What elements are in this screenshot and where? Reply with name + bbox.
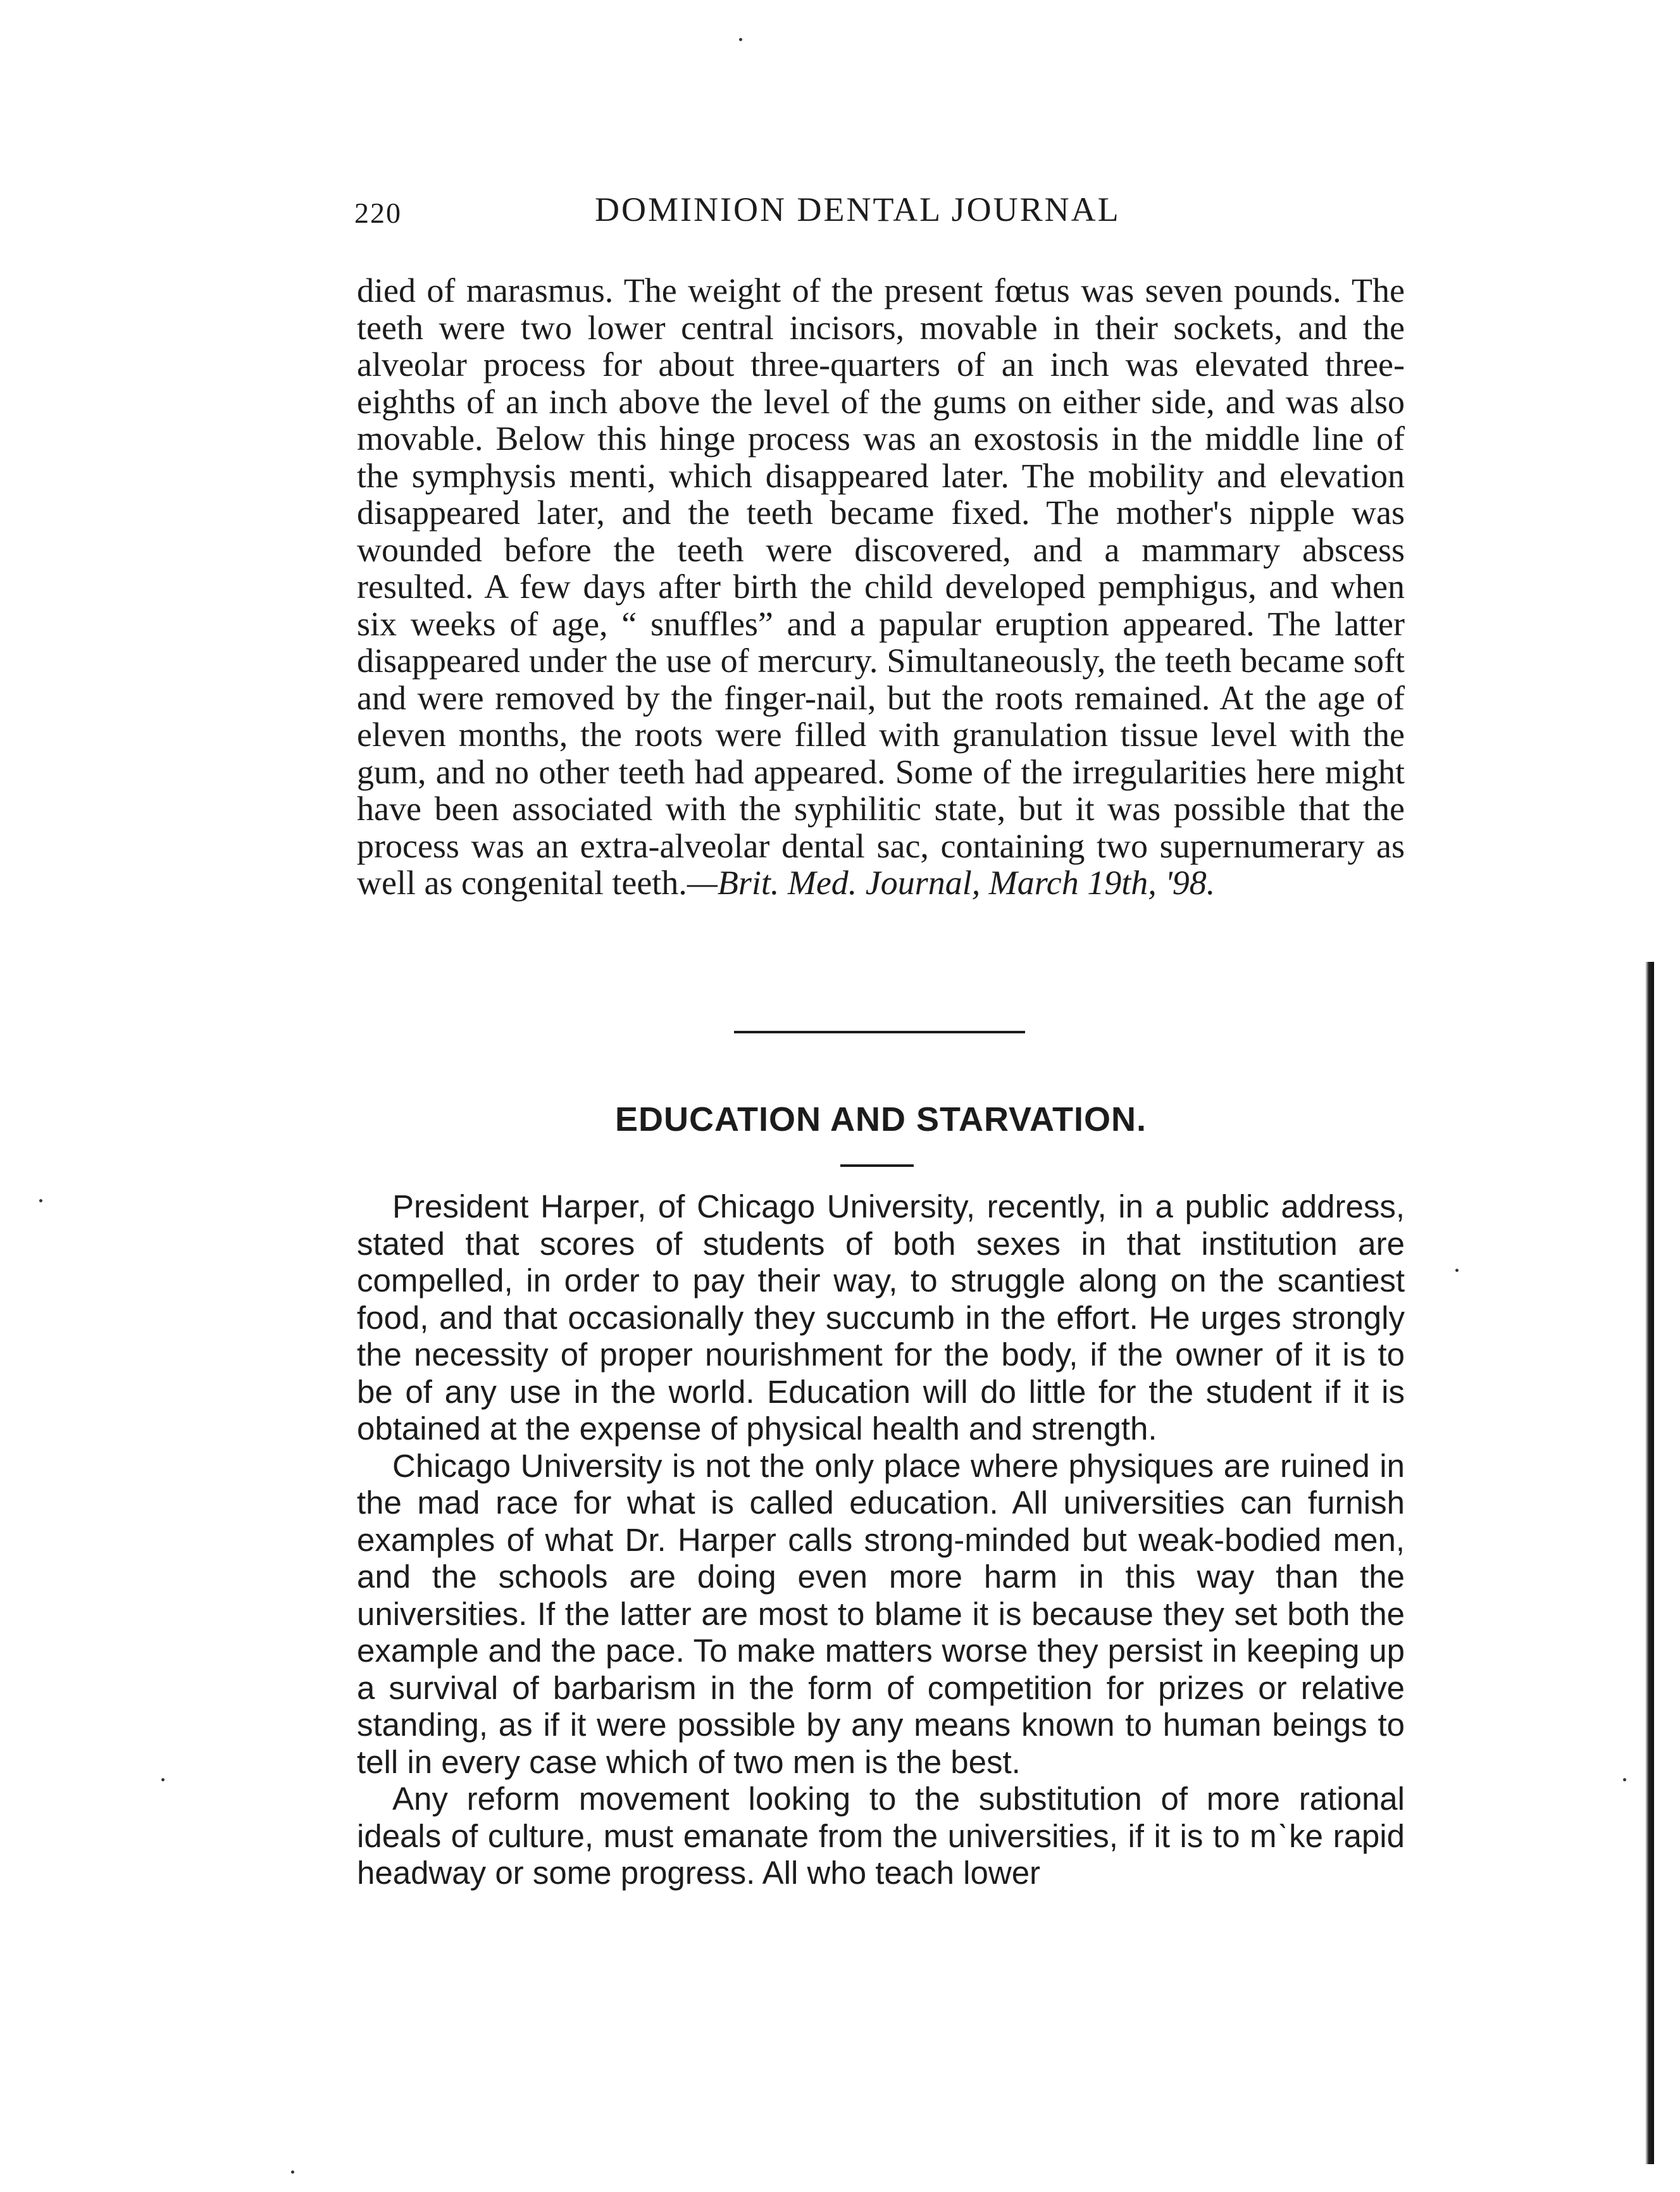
section-divider <box>734 1031 1025 1033</box>
page-edge-shadow <box>1645 962 1654 2164</box>
article-title: EDUCATION AND STARVATION. <box>615 1100 1147 1138</box>
scan-speck <box>739 38 742 41</box>
previous-article-body: died of marasmus. The weight of the present fœtus was seven pounds. The teeth were two lower central incisors, movable in their sockets, and the alveolar process for about three-quarters of an inch was elevated three-eighths of an inch above the level of the gums on either side, and was also movable. Below this hinge process was an exostosis in the middle line of the symphysis menti, which disappeared later. The mobility and elevation disappeared later, and the teeth became fixed. The mother's nipple was wounded before the teeth were discovered, and a mammary abscess resulted. A few days after birth the child developed pemphigus, and when six weeks of age, “ snuffles” and a papular eruption appeared. The latter disappeared under the use of mercury. Simultaneously, the teeth became soft and were removed by the finger-nail, but the roots remained. At the age of eleven months, the roots were filled with granulation tissue level with the gum, and no other teeth had appeared. Some of the irregularities here might have been associated with the syphilitic state, but it was possible that the process was an extra-alveolar dental sac, containing two supernumerary as well as congenital teeth. <box>357 271 1405 902</box>
journal-title: DOMINION DENTAL JOURNAL <box>595 190 1121 228</box>
previous-article-text <box>357 272 1405 902</box>
scan-speck <box>291 2170 294 2174</box>
article-body <box>357 1188 1405 1892</box>
scan-speck <box>1623 1778 1626 1781</box>
article-paragraph-3: Any reform movement looking to the substitution of more rational ideals of culture, must emanate from the universities, if it is to mˋke rapid headway or some progress. All who teach lower <box>357 1781 1405 1891</box>
title-underline <box>840 1164 914 1167</box>
article-paragraph-2: Chicago University is not the only place where physiques are ruined in the mad race for what is called education. All universities can furnish examples of what Dr. Harper calls strong-minded but weak-bodied men, and the schools are doing even more harm in this way than the universities. If the latter are most to blame it is because they set both the example and the pace. To make matters worse they persist in keeping up a survival of barbarism in the form of competition for prizes or relative standing, as if it were possible by any means known to human beings to tell in every case which of two men is the best. <box>357 1447 1405 1780</box>
citation: —Brit. Med. Journal, March 19th, '98. <box>687 864 1216 902</box>
scan-speck <box>39 1199 42 1202</box>
scan-speck <box>161 1778 165 1781</box>
scan-speck <box>1455 1269 1459 1272</box>
page-number: 220 <box>354 197 402 229</box>
article-paragraph-1: President Harper, of Chicago University, recently, in a public address, stated that scores of students of both sexes in that institution are compelled, in order to pay their way, to struggle along on the scantiest food, and that occasionally they succumb in the effort. He urges strongly the necessity of proper nourishment for the body, if the owner of it is to be of any use in the world. Education will do little for the student if it is obtained at the expense of physical health and strength. <box>357 1188 1405 1447</box>
running-head <box>354 190 1405 240</box>
